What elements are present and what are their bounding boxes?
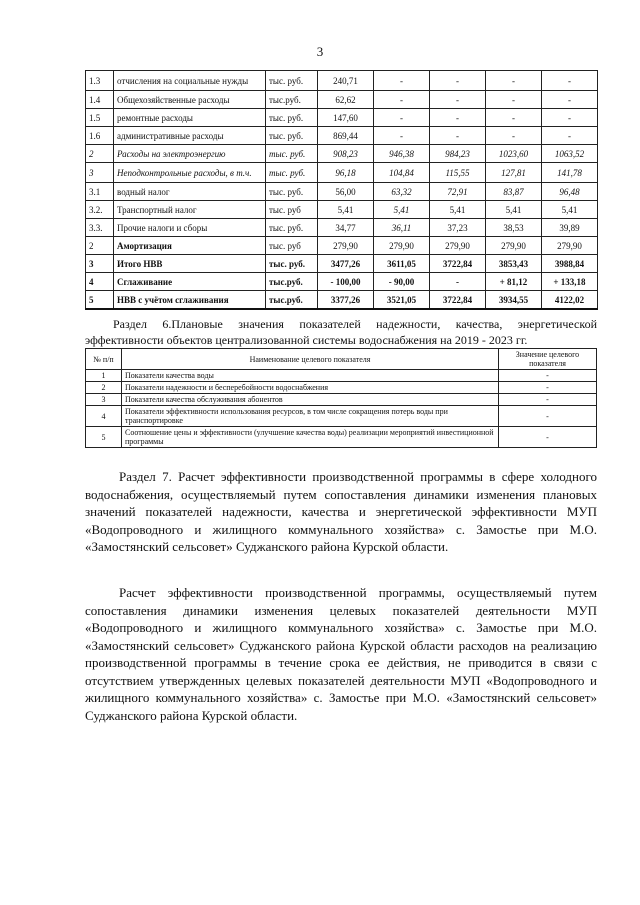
cell-num: 1.5 xyxy=(86,109,114,127)
cell-value: 36,11 xyxy=(374,219,430,237)
cell-value: 3853,43 xyxy=(486,255,542,273)
cell-name: НВВ с учётом сглаживания xyxy=(114,291,266,310)
cell-value: - xyxy=(542,91,598,109)
cell-value: - 100,00 xyxy=(318,273,374,291)
cell-name: Показатели надежности и бесперебойности водоснабжения xyxy=(122,382,499,394)
cell-value: + 81,12 xyxy=(486,273,542,291)
cell-value: - 90,00 xyxy=(374,273,430,291)
cell-value: 96,18 xyxy=(318,163,374,183)
cell-name: Показатели качества обслуживания абонентов xyxy=(122,394,499,406)
table-row xyxy=(86,219,598,237)
cell-name: Прочие налоги и сборы xyxy=(114,219,266,237)
table-row xyxy=(86,201,598,219)
cell-value: 279,90 xyxy=(430,237,486,255)
cell-num: 3 xyxy=(86,163,114,183)
cell-value: 279,90 xyxy=(486,237,542,255)
cell-num: 4 xyxy=(86,406,122,427)
cell-num: 3.2. xyxy=(86,201,114,219)
cell-unit: тыс. руб. xyxy=(266,163,318,183)
cell-value: 127,81 xyxy=(486,163,542,183)
cell-value: 3477,26 xyxy=(318,255,374,273)
cell-num: 1.6 xyxy=(86,127,114,145)
cell-num: 5 xyxy=(86,427,122,448)
cell-value: 3988,84 xyxy=(542,255,598,273)
cell-value: - xyxy=(542,71,598,91)
cell-name: Неподконтрольные расходы, в т.ч. xyxy=(114,163,266,183)
cell-value: - xyxy=(499,427,597,448)
cell-value: 946,38 xyxy=(374,145,430,163)
cell-value: 115,55 xyxy=(430,163,486,183)
table-row xyxy=(86,145,598,163)
cell-name: административные расходы xyxy=(114,127,266,145)
cell-unit: тыс.руб. xyxy=(266,91,318,109)
cell-value: - xyxy=(499,382,597,394)
table-row xyxy=(86,291,598,310)
cell-name: ремонтные расходы xyxy=(114,109,266,127)
table-row xyxy=(86,109,598,127)
conclusion-paragraph: Расчет эффективности производственной программы, осуществляемый путем сопоставления динамики изменения целевых показателей деятельности МУП «Водопроводного и жилищного коммунального хозяйства» с. Замостье при М.О. «Замостянский сельсовет» Суджанского района Курской области расходов на реализацию производственной программы в течение срока ее действия, не приводится в связи с отсутствием утвержденных целевых показателей деятельности МУП «Водопроводного и жилищного коммунального хозяйства» с. Замостье при М.О. «Замостянский сельсовет» Суджанского района Курской области. xyxy=(85,585,597,723)
cell-num: 2 xyxy=(86,237,114,255)
cell-num: 3 xyxy=(86,255,114,273)
cell-value: 72,91 xyxy=(430,183,486,201)
cell-num: 3.1 xyxy=(86,183,114,201)
cell-value: - xyxy=(542,109,598,127)
cell-value: - xyxy=(430,91,486,109)
cell-name: Транспортный налог xyxy=(114,201,266,219)
table-row xyxy=(86,394,597,406)
column-header-indicator-name: Наименование целевого показателя xyxy=(122,349,499,370)
cell-name: Амортизация xyxy=(114,237,266,255)
cell-value: 240,71 xyxy=(318,71,374,91)
cell-num: 5 xyxy=(86,291,114,310)
cell-unit: тыс. руб xyxy=(266,237,318,255)
cell-value: - xyxy=(374,109,430,127)
cell-value: 39,89 xyxy=(542,219,598,237)
cell-value: - xyxy=(486,71,542,91)
cell-num: 3.3. xyxy=(86,219,114,237)
section-6-title: Раздел 6.Плановые значения показателей надежности, качества, энергетической эффективности объектов централизованной системы водоснабжения на 2019 - 2023 гг. xyxy=(85,317,597,347)
cell-name: Итого НВВ xyxy=(114,255,266,273)
cell-value: 1063,52 xyxy=(542,145,598,163)
cell-unit: тыс. руб. xyxy=(266,109,318,127)
cell-name: водный налог xyxy=(114,183,266,201)
cell-name: Общехозяйственные расходы xyxy=(114,91,266,109)
cell-num: 1.4 xyxy=(86,91,114,109)
cell-value: 279,90 xyxy=(318,237,374,255)
cell-value: 96,48 xyxy=(542,183,598,201)
cell-value: 141,78 xyxy=(542,163,598,183)
table-row xyxy=(86,91,598,109)
cell-value: 5,41 xyxy=(486,201,542,219)
cell-unit: тыс. руб. xyxy=(266,145,318,163)
cell-value: 5,41 xyxy=(318,201,374,219)
cell-value: 62,62 xyxy=(318,91,374,109)
cell-unit: тыс. руб xyxy=(266,201,318,219)
cell-value: 3722,84 xyxy=(430,291,486,310)
cell-value: 3521,05 xyxy=(374,291,430,310)
section-7-paragraph: Раздел 7. Расчет эффективности производственной программы в сфере холодного водоснабжения, осуществляемый путем сопоставления динамики изменения плановых значений показателей надежности, качества и энергетической эффективности МУП «Водопроводного и жилищного коммунального хозяйства» с. Замостье при М.О. «Замостянский сельсовет» Суджанского района Курской области. xyxy=(85,469,597,554)
cell-value: 984,23 xyxy=(430,145,486,163)
cell-unit: тыс. руб. xyxy=(266,255,318,273)
table-row xyxy=(86,237,598,255)
cell-value: 37,23 xyxy=(430,219,486,237)
table-row xyxy=(86,71,598,91)
cell-value: 3611,05 xyxy=(374,255,430,273)
cell-value: 38,53 xyxy=(486,219,542,237)
cell-name: Сглаживание xyxy=(114,273,266,291)
column-header-indicator-value: Значение целевого показателя xyxy=(499,349,597,370)
cell-value: - xyxy=(486,91,542,109)
cell-value: 147,60 xyxy=(318,109,374,127)
cell-num: 1.3 xyxy=(86,71,114,91)
cell-value: 83,87 xyxy=(486,183,542,201)
cell-name: отчисления на социальные нужды xyxy=(114,71,266,91)
target-indicators-table xyxy=(85,348,597,448)
cell-value: 279,90 xyxy=(542,237,598,255)
cell-value: 869,44 xyxy=(318,127,374,145)
table-row xyxy=(86,273,598,291)
cell-num: 1 xyxy=(86,370,122,382)
cell-value: 5,41 xyxy=(542,201,598,219)
cell-num: 2 xyxy=(86,382,122,394)
cell-value: - xyxy=(499,406,597,427)
cell-unit: тыс.руб. xyxy=(266,291,318,310)
cell-value: 4122,02 xyxy=(542,291,598,310)
table-row xyxy=(86,255,598,273)
cell-name: Соотношение цены и эффективности (улучшение качества воды) реализации мероприятий инвестиционной программы xyxy=(122,427,499,448)
cell-value: - xyxy=(430,109,486,127)
cell-value: - xyxy=(374,127,430,145)
column-header-number: № п/п xyxy=(86,349,122,370)
cell-value: 3934,55 xyxy=(486,291,542,310)
cell-value: - xyxy=(374,91,430,109)
cell-value: - xyxy=(499,394,597,406)
cell-num: 3 xyxy=(86,394,122,406)
cell-value: - xyxy=(499,370,597,382)
cell-value: 3722,84 xyxy=(430,255,486,273)
table-row xyxy=(86,370,597,382)
cell-value: - xyxy=(430,71,486,91)
expenses-table xyxy=(85,70,598,310)
cell-value: - xyxy=(430,127,486,145)
cell-value: - xyxy=(374,71,430,91)
table-row xyxy=(86,163,598,183)
cell-value: - xyxy=(542,127,598,145)
cell-value: - xyxy=(486,127,542,145)
cell-name: Расходы на электроэнергию xyxy=(114,145,266,163)
cell-value: 279,90 xyxy=(374,237,430,255)
cell-unit: тыс. руб. xyxy=(266,219,318,237)
cell-value: 5,41 xyxy=(374,201,430,219)
cell-value: 56,00 xyxy=(318,183,374,201)
cell-value: - xyxy=(430,273,486,291)
table-row xyxy=(86,382,597,394)
cell-value: - xyxy=(486,109,542,127)
cell-value: 5,41 xyxy=(430,201,486,219)
page-number: 3 xyxy=(316,44,324,59)
table-row xyxy=(86,127,598,145)
cell-name: Показатели эффективности использования ресурсов, в том числе сокращения потерь воды при транспортировке xyxy=(122,406,499,427)
cell-unit: тыс.руб. xyxy=(266,273,318,291)
cell-unit: тыс. руб. xyxy=(266,127,318,145)
cell-value: 3377,26 xyxy=(318,291,374,310)
cell-unit: тыс. руб. xyxy=(266,71,318,91)
cell-num: 2 xyxy=(86,145,114,163)
cell-value: 34,77 xyxy=(318,219,374,237)
cell-unit: тыс. руб. xyxy=(266,183,318,201)
cell-value: 908,23 xyxy=(318,145,374,163)
table-row xyxy=(86,406,597,427)
cell-name: Показатели качества воды xyxy=(122,370,499,382)
cell-value: 104,84 xyxy=(374,163,430,183)
cell-num: 4 xyxy=(86,273,114,291)
table-row xyxy=(86,183,598,201)
table-row xyxy=(86,427,597,448)
cell-value: 1023,60 xyxy=(486,145,542,163)
cell-value: + 133,18 xyxy=(542,273,598,291)
cell-value: 63,32 xyxy=(374,183,430,201)
